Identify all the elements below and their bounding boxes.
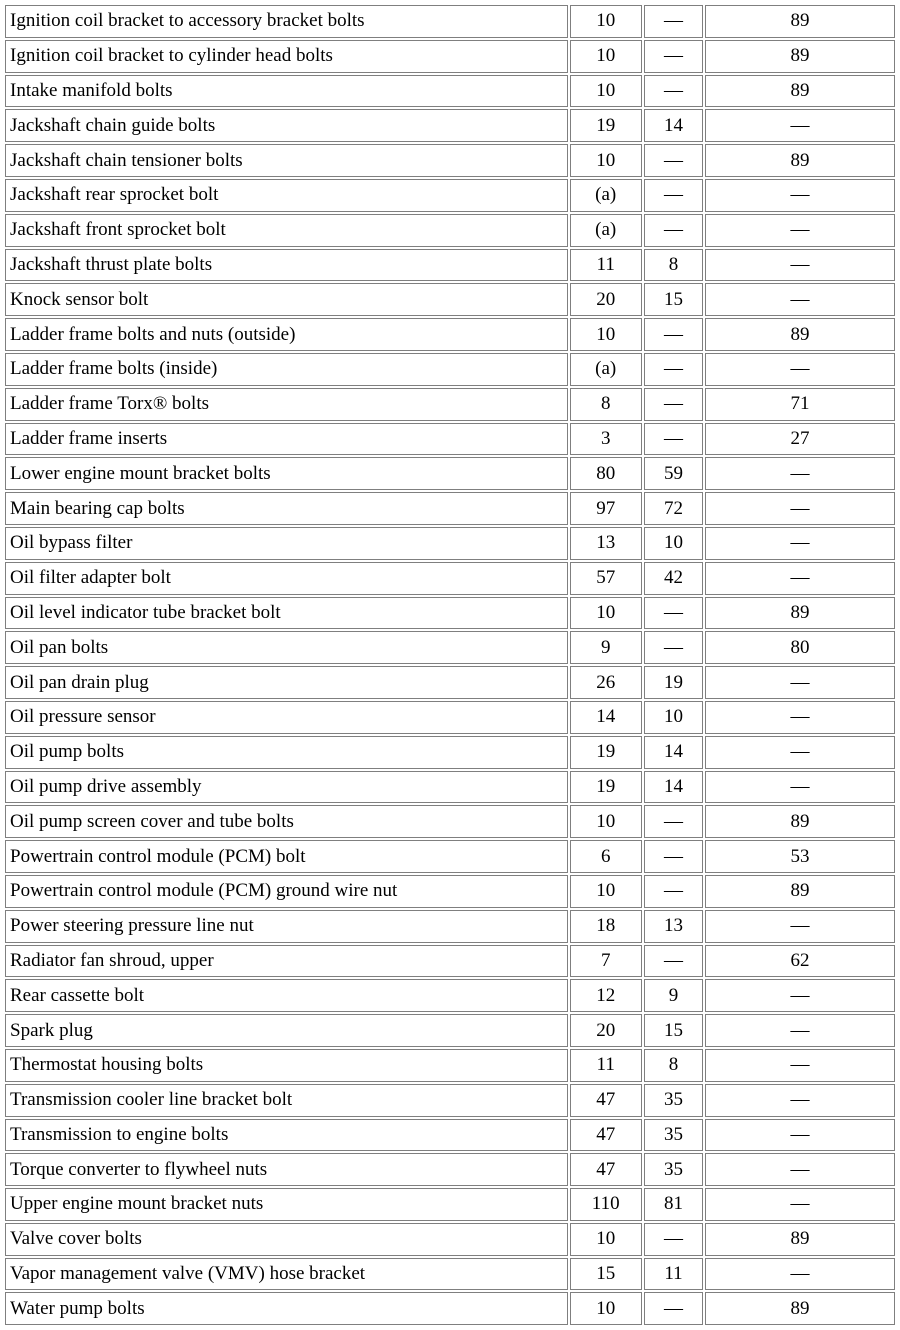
component-cell: Oil pump drive assembly <box>5 771 568 804</box>
lbin-value-cell: — <box>705 283 895 316</box>
nm-value-cell: 47 <box>570 1084 642 1117</box>
table-row <box>5 40 895 73</box>
table-row <box>5 388 895 421</box>
lbin-value-cell: — <box>705 1258 895 1291</box>
lbin-value-cell: 89 <box>705 75 895 108</box>
table-row <box>5 1049 895 1082</box>
nm-value-cell: 3 <box>570 423 642 456</box>
lbft-value-cell: — <box>644 1292 703 1325</box>
lbft-value-cell: 10 <box>644 527 703 560</box>
table-row <box>5 214 895 247</box>
component-cell: Jackshaft rear sprocket bolt <box>5 179 568 212</box>
component-cell: Ignition coil bracket to cylinder head bolts <box>5 40 568 73</box>
lbft-value-cell: 35 <box>644 1119 703 1152</box>
nm-value-cell: 19 <box>570 109 642 142</box>
lbin-value-cell: — <box>705 1014 895 1047</box>
component-cell: Ladder frame bolts and nuts (outside) <box>5 318 568 351</box>
lbft-value-cell: 42 <box>644 562 703 595</box>
component-cell: Ladder frame inserts <box>5 423 568 456</box>
nm-value-cell: 10 <box>570 318 642 351</box>
nm-value-cell: 10 <box>570 805 642 838</box>
lbin-value-cell: — <box>705 666 895 699</box>
table-row <box>5 1292 895 1325</box>
table-row <box>5 597 895 630</box>
table-row <box>5 1188 895 1221</box>
lbft-value-cell: 35 <box>644 1153 703 1186</box>
table-row <box>5 423 895 456</box>
table-row <box>5 492 895 525</box>
table-row <box>5 666 895 699</box>
nm-value-cell: 19 <box>570 736 642 769</box>
lbft-value-cell: — <box>644 945 703 978</box>
lbft-value-cell: 19 <box>644 666 703 699</box>
component-cell: Oil pan bolts <box>5 631 568 664</box>
nm-value-cell: 9 <box>570 631 642 664</box>
lbin-value-cell: 89 <box>705 144 895 177</box>
table-row <box>5 771 895 804</box>
component-cell: Valve cover bolts <box>5 1223 568 1256</box>
lbft-value-cell: — <box>644 875 703 908</box>
lbft-value-cell: — <box>644 40 703 73</box>
component-cell: Jackshaft chain guide bolts <box>5 109 568 142</box>
table-row <box>5 144 895 177</box>
table-row <box>5 1084 895 1117</box>
lbin-value-cell: — <box>705 1153 895 1186</box>
component-cell: Main bearing cap bolts <box>5 492 568 525</box>
lbft-value-cell: 15 <box>644 1014 703 1047</box>
nm-value-cell: 15 <box>570 1258 642 1291</box>
lbft-value-cell: 72 <box>644 492 703 525</box>
component-cell: Water pump bolts <box>5 1292 568 1325</box>
lbft-value-cell: 13 <box>644 910 703 943</box>
table-row <box>5 318 895 351</box>
table-row <box>5 875 895 908</box>
nm-value-cell: (a) <box>570 214 642 247</box>
nm-value-cell: 47 <box>570 1119 642 1152</box>
lbin-value-cell: 89 <box>705 40 895 73</box>
nm-value-cell: 10 <box>570 5 642 38</box>
lbft-value-cell: 8 <box>644 1049 703 1082</box>
nm-value-cell: 10 <box>570 597 642 630</box>
lbin-value-cell: — <box>705 736 895 769</box>
component-cell: Radiator fan shroud, upper <box>5 945 568 978</box>
component-cell: Jackshaft front sprocket bolt <box>5 214 568 247</box>
lbft-value-cell: — <box>644 597 703 630</box>
component-cell: Oil filter adapter bolt <box>5 562 568 595</box>
component-cell: Vapor management valve (VMV) hose bracket <box>5 1258 568 1291</box>
nm-value-cell: 14 <box>570 701 642 734</box>
nm-value-cell: 10 <box>570 75 642 108</box>
lbft-value-cell: 59 <box>644 457 703 490</box>
component-cell: Ladder frame bolts (inside) <box>5 353 568 386</box>
lbin-value-cell: — <box>705 214 895 247</box>
lbin-value-cell: 89 <box>705 1223 895 1256</box>
lbft-value-cell: 9 <box>644 979 703 1012</box>
lbft-value-cell: — <box>644 1223 703 1256</box>
lbin-value-cell: — <box>705 562 895 595</box>
nm-value-cell: 20 <box>570 1014 642 1047</box>
table-row <box>5 249 895 282</box>
component-cell: Oil pressure sensor <box>5 701 568 734</box>
table-row <box>5 5 895 38</box>
component-cell: Ignition coil bracket to accessory bracket bolts <box>5 5 568 38</box>
component-cell: Oil pump screen cover and tube bolts <box>5 805 568 838</box>
lbin-value-cell: 89 <box>705 318 895 351</box>
lbft-value-cell: 14 <box>644 109 703 142</box>
table-row <box>5 179 895 212</box>
table-row <box>5 910 895 943</box>
nm-value-cell: 18 <box>570 910 642 943</box>
lbin-value-cell: 80 <box>705 631 895 664</box>
lbin-value-cell: — <box>705 1119 895 1152</box>
component-cell: Lower engine mount bracket bolts <box>5 457 568 490</box>
lbin-value-cell: — <box>705 1188 895 1221</box>
lbft-value-cell: — <box>644 353 703 386</box>
table-row <box>5 701 895 734</box>
lbft-value-cell: — <box>644 423 703 456</box>
torque-spec-table <box>3 3 897 1327</box>
table-row <box>5 283 895 316</box>
nm-value-cell: 26 <box>570 666 642 699</box>
lbft-value-cell: 10 <box>644 701 703 734</box>
nm-value-cell: (a) <box>570 353 642 386</box>
lbin-value-cell: 89 <box>705 5 895 38</box>
lbin-value-cell: 89 <box>705 805 895 838</box>
component-cell: Powertrain control module (PCM) bolt <box>5 840 568 873</box>
component-cell: Oil pump bolts <box>5 736 568 769</box>
lbin-value-cell: 71 <box>705 388 895 421</box>
lbin-value-cell: 53 <box>705 840 895 873</box>
nm-value-cell: 57 <box>570 562 642 595</box>
component-cell: Jackshaft chain tensioner bolts <box>5 144 568 177</box>
lbin-value-cell: 89 <box>705 1292 895 1325</box>
nm-value-cell: 12 <box>570 979 642 1012</box>
lbin-value-cell: — <box>705 527 895 560</box>
nm-value-cell: 6 <box>570 840 642 873</box>
lbin-value-cell: — <box>705 179 895 212</box>
nm-value-cell: 80 <box>570 457 642 490</box>
component-cell: Oil bypass filter <box>5 527 568 560</box>
lbin-value-cell: — <box>705 249 895 282</box>
nm-value-cell: 11 <box>570 249 642 282</box>
table-row <box>5 527 895 560</box>
lbft-value-cell: — <box>644 388 703 421</box>
lbft-value-cell: — <box>644 318 703 351</box>
lbft-value-cell: — <box>644 5 703 38</box>
table-row <box>5 1153 895 1186</box>
nm-value-cell: 7 <box>570 945 642 978</box>
lbin-value-cell: — <box>705 353 895 386</box>
nm-value-cell: 10 <box>570 144 642 177</box>
lbft-value-cell: 15 <box>644 283 703 316</box>
table-row <box>5 736 895 769</box>
nm-value-cell: 20 <box>570 283 642 316</box>
component-cell: Ladder frame Torx® bolts <box>5 388 568 421</box>
component-cell: Thermostat housing bolts <box>5 1049 568 1082</box>
nm-value-cell: (a) <box>570 179 642 212</box>
lbin-value-cell: — <box>705 910 895 943</box>
table-row <box>5 1014 895 1047</box>
component-cell: Rear cassette bolt <box>5 979 568 1012</box>
table-row <box>5 945 895 978</box>
lbft-value-cell: — <box>644 805 703 838</box>
lbin-value-cell: 89 <box>705 597 895 630</box>
nm-value-cell: 10 <box>570 1223 642 1256</box>
component-cell: Knock sensor bolt <box>5 283 568 316</box>
lbin-value-cell: — <box>705 1049 895 1082</box>
table-row <box>5 1119 895 1152</box>
table-row <box>5 979 895 1012</box>
component-cell: Intake manifold bolts <box>5 75 568 108</box>
lbin-value-cell: 27 <box>705 423 895 456</box>
lbft-value-cell: — <box>644 75 703 108</box>
lbft-value-cell: 35 <box>644 1084 703 1117</box>
table-row <box>5 353 895 386</box>
lbft-value-cell: — <box>644 214 703 247</box>
table-row <box>5 457 895 490</box>
lbin-value-cell: — <box>705 109 895 142</box>
lbin-value-cell: 89 <box>705 875 895 908</box>
component-cell: Transmission cooler line bracket bolt <box>5 1084 568 1117</box>
lbin-value-cell: — <box>705 979 895 1012</box>
lbft-value-cell: 14 <box>644 771 703 804</box>
nm-value-cell: 110 <box>570 1188 642 1221</box>
lbft-value-cell: 11 <box>644 1258 703 1291</box>
lbin-value-cell: — <box>705 701 895 734</box>
component-cell: Transmission to engine bolts <box>5 1119 568 1152</box>
torque-spec-table-body <box>5 5 895 1325</box>
nm-value-cell: 8 <box>570 388 642 421</box>
table-row <box>5 840 895 873</box>
lbin-value-cell: — <box>705 457 895 490</box>
table-row <box>5 109 895 142</box>
component-cell: Upper engine mount bracket nuts <box>5 1188 568 1221</box>
component-cell: Power steering pressure line nut <box>5 910 568 943</box>
lbft-value-cell: 8 <box>644 249 703 282</box>
table-row <box>5 631 895 664</box>
table-row <box>5 805 895 838</box>
table-row <box>5 1258 895 1291</box>
component-cell: Jackshaft thrust plate bolts <box>5 249 568 282</box>
lbft-value-cell: — <box>644 144 703 177</box>
table-row <box>5 75 895 108</box>
lbin-value-cell: — <box>705 771 895 804</box>
component-cell: Spark plug <box>5 1014 568 1047</box>
nm-value-cell: 13 <box>570 527 642 560</box>
lbft-value-cell: — <box>644 179 703 212</box>
lbft-value-cell: 14 <box>644 736 703 769</box>
table-row <box>5 562 895 595</box>
nm-value-cell: 97 <box>570 492 642 525</box>
lbin-value-cell: 62 <box>705 945 895 978</box>
component-cell: Oil pan drain plug <box>5 666 568 699</box>
nm-value-cell: 11 <box>570 1049 642 1082</box>
nm-value-cell: 10 <box>570 1292 642 1325</box>
nm-value-cell: 19 <box>570 771 642 804</box>
component-cell: Torque converter to flywheel nuts <box>5 1153 568 1186</box>
component-cell: Oil level indicator tube bracket bolt <box>5 597 568 630</box>
nm-value-cell: 47 <box>570 1153 642 1186</box>
lbin-value-cell: — <box>705 492 895 525</box>
nm-value-cell: 10 <box>570 40 642 73</box>
table-row <box>5 1223 895 1256</box>
lbft-value-cell: — <box>644 631 703 664</box>
component-cell: Powertrain control module (PCM) ground wire nut <box>5 875 568 908</box>
nm-value-cell: 10 <box>570 875 642 908</box>
lbft-value-cell: 81 <box>644 1188 703 1221</box>
lbft-value-cell: — <box>644 840 703 873</box>
lbin-value-cell: — <box>705 1084 895 1117</box>
